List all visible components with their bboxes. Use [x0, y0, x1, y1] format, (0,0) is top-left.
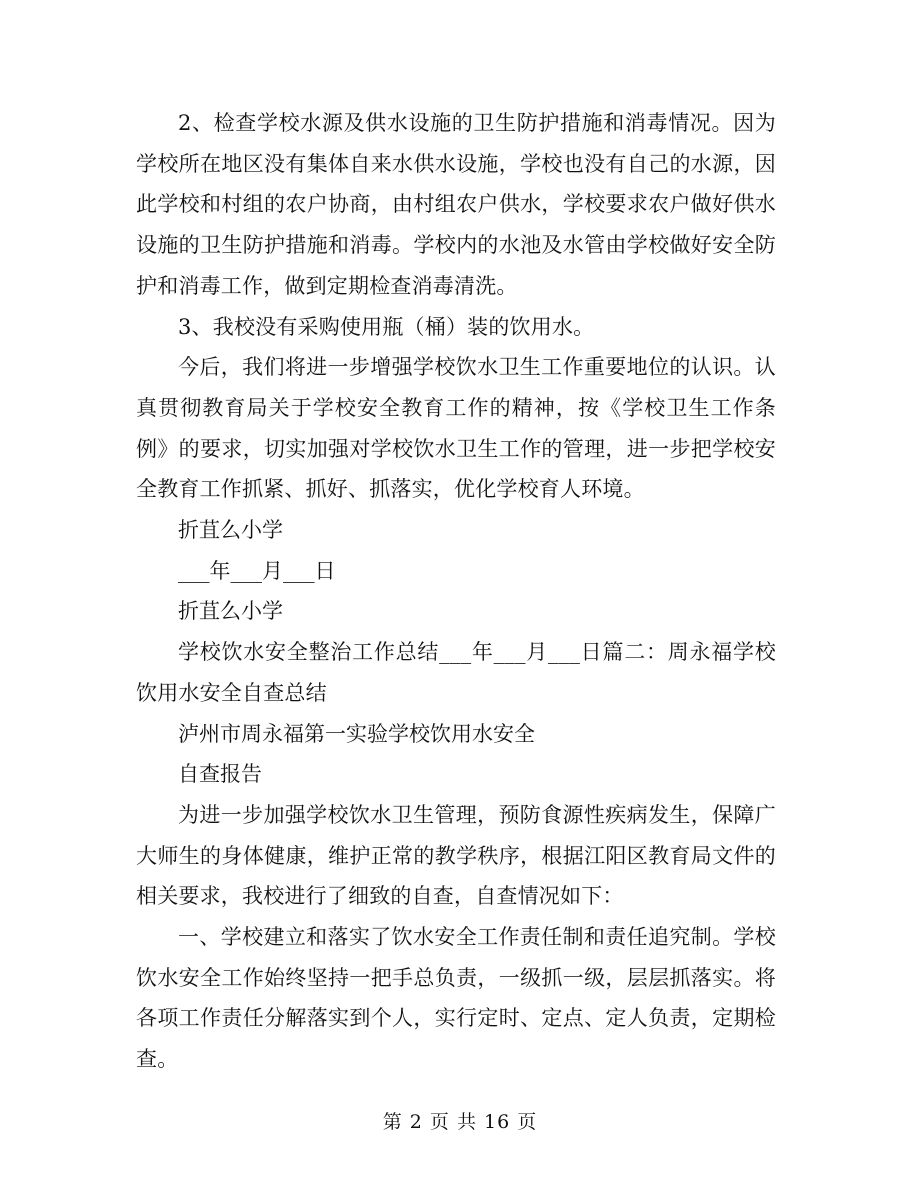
- page-number-footer: 第 2 页 共 16 页: [382, 1111, 538, 1133]
- report-title-line-two: 自查报告: [178, 762, 262, 787]
- paragraph-water-source-check: 2、检查学校水源及供水设施的卫生防护措施和消毒情况。因为学校所在地区没有集体自来水供水设施，学校也没有自己的水源，因此学校和村组的农户协商，由村组农户供水，学校要求农户做好供水设施的卫生防护措施和消毒。学校内的水池及水管由学校做好安全防护和消毒工作，做到定期检查消毒清洗。: [136, 111, 776, 298]
- document-body: [136, 103, 776, 1080]
- paragraph-bottled-water: 3、我校没有采购使用瓶（桶）装的饮用水。: [178, 314, 595, 339]
- paragraph-responsibility-system: 一、学校建立和落实了饮水安全工作责任制和责任追究制。学校饮水安全工作始终坚持一把手总负责，一级抓一级，层层抓落实。将各项工作责任分解落实到个人，实行定时、定点、定人负责，定期检查。: [136, 925, 776, 1072]
- second-school-name: 折苴么小学: [178, 599, 283, 624]
- signature-date: ___年___月___日: [178, 558, 336, 583]
- report-title-line-one: 泸州市周永福第一实验学校饮用水安全: [178, 721, 535, 746]
- section-heading-part-two: 学校饮水安全整治工作总结___年___月___日篇二：周永福学校饮用水安全自查总结: [136, 640, 776, 705]
- paragraph-intro: 为进一步加强学校饮水卫生管理，预防食源性疾病发生，保障广大师生的身体健康，维护正常的教学秩序，根据江阳区教育局文件的相关要求，我校进行了细致的自查，自查情况如下：: [136, 802, 776, 909]
- signature-school-name: 折苴么小学: [178, 518, 283, 543]
- paragraph-future-plan: 今后，我们将进一步增强学校饮水卫生工作重要地位的认识。认真贯彻教育局关于学校安全教育工作的精神，按《学校卫生工作条例》的要求，切实加强对学校饮水卫生工作的管理，进一步把学校安全教育工作抓紧、抓好、抓落实，优化学校育人环境。: [136, 355, 776, 502]
